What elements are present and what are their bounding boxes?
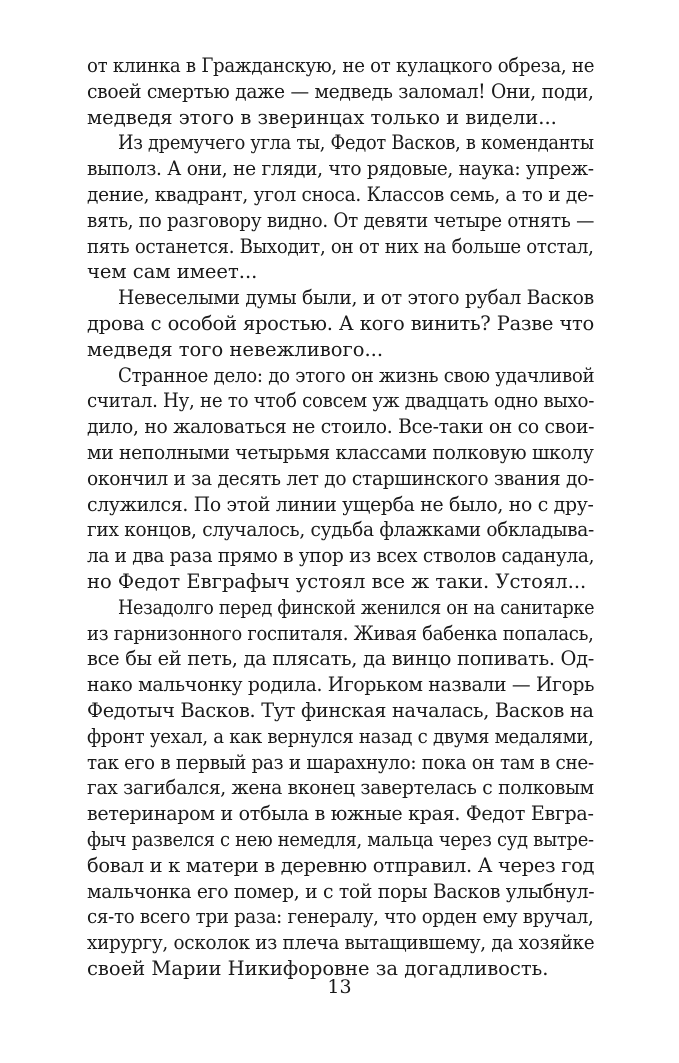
text-line: гих концов, случалось, судьба флажками обкладыва- (87, 518, 595, 542)
text-line: Странное дело: до этого он жизнь свою удачливой (118, 363, 595, 387)
text-line: хирургу, осколок из плеча вытащившему, да хозяйке (87, 931, 595, 955)
text-line: выполз. А они, не гляди, что рядовые, наука: упреж- (87, 157, 594, 181)
text-line: Из дремучего угла ты, Федот Васков, в коменданты (118, 131, 594, 155)
text-line: мальчонка его помер, и с той поры Васков улыбнул- (87, 879, 595, 903)
text-line: своей Марии Никифоровне за догадливость. (87, 957, 549, 980)
text-line: окончил и за десять лет до старшинского звания до- (87, 466, 595, 490)
text-line: фронт уехал, а как вернулся назад с двумя медалями, (87, 724, 594, 748)
text-line: фыч развелся с нею немедля, мальца через суд вытре- (87, 828, 594, 851)
text-line: ветеринаром и отбыла в южные края. Федот Евгра- (87, 802, 594, 826)
text-line: все бы ей петь, да плясать, да винцо попивать. Од- (87, 647, 595, 671)
text-line: ла и два раза прямо в упор из всех стволов саданула, (87, 544, 595, 568)
text-line: медведя этого в зверинцах только и видели... (87, 105, 557, 129)
text-line: вять, по разговору видно. От девяти четыре отнять — (87, 208, 595, 232)
text-line: пять останется. Выходит, он от них на больше отстал, (87, 234, 594, 258)
text-line: медведя того невежливого... (87, 337, 384, 361)
text-line: Невеселыми думы были, и от этого рубал Васков (118, 286, 594, 310)
text-line: дрова с особой яростью. А кого винить? Разве что (87, 312, 594, 335)
text-line: Федотыч Васков. Тут финская началась, Васков на (87, 699, 594, 722)
text-line: гах загибался, жена вконец завертелась с полковым (87, 776, 594, 800)
text-line: так его в первый раз и шарахнуло: пока он там в сне- (87, 750, 594, 774)
text-line: от клинка в Гражданскую, не от кулацкого обреза, не (87, 54, 595, 77)
text-line: дило, но жаловаться не стоило. Все-таки он со свои- (87, 415, 595, 439)
text-line: но Федот Евграфыч устоял все ж таки. Устоял... (87, 570, 587, 593)
text-line: своей смертью даже — медведь заломал! Они, поди, (87, 79, 594, 103)
text-line: ми неполными четырьмя классами полковую школу (87, 441, 594, 464)
page-number: 13 (327, 976, 352, 998)
text-line: бовал и к матери в деревню отправил. А через год (87, 853, 595, 877)
text-line: дение, квадрант, угол сноса. Классов семь, а то и де- (87, 183, 594, 206)
text-line: считал. Ну, не то чтоб совсем уж двадцать одно выхо- (87, 389, 595, 413)
text-line: служился. По этой линии ущерба не было, но с дру- (87, 492, 594, 516)
text-line: из гарнизонного госпиталя. Живая бабенка попалась, (87, 621, 594, 645)
text-line: чем сам имеет... (87, 260, 258, 284)
text-line: Незадолго перед финской женился он на санитарке (118, 595, 595, 619)
text-line: нако мальчонку родила. Игорьком назвали — Игорь (87, 673, 595, 697)
text-line: ся-то всего три раза: генералу, что орден ему вручал, (87, 905, 594, 929)
